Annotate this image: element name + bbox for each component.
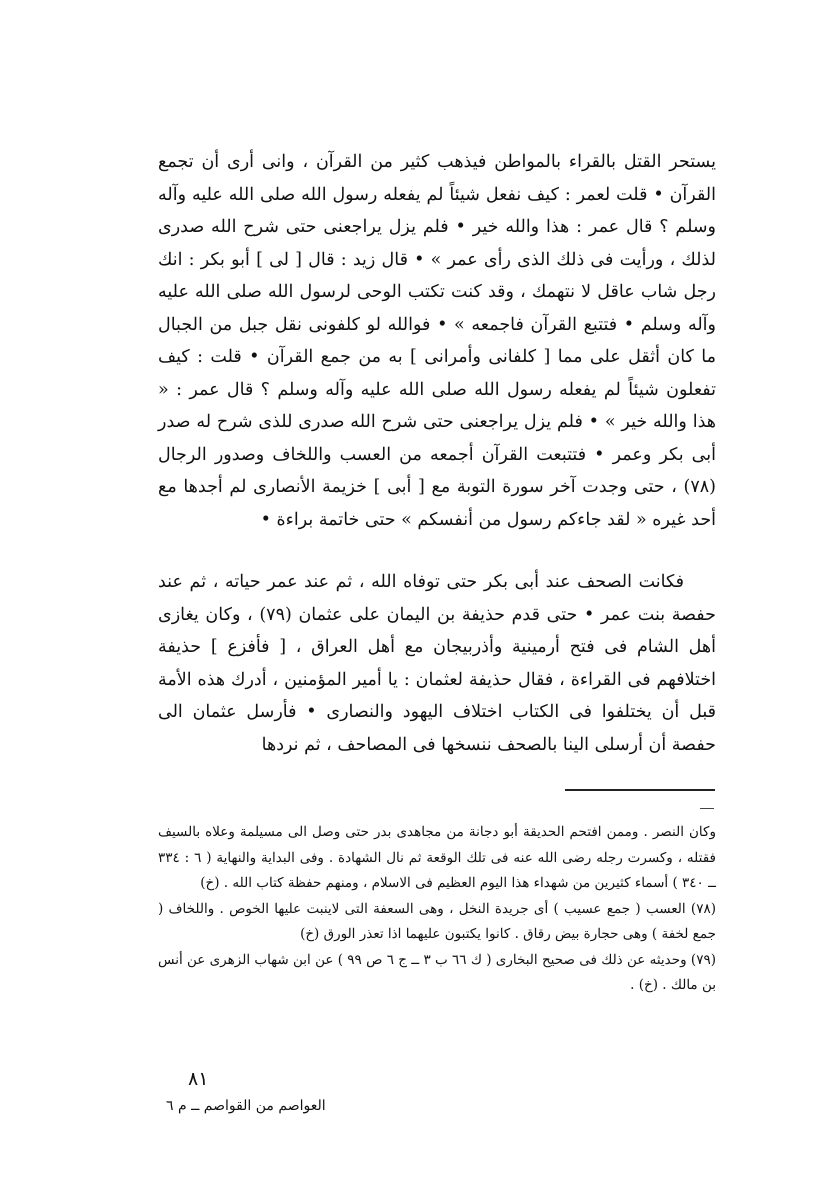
footnote-continuation: وكان النصر . وممن افتحم الحديقة أبو دجانة من مجاهدى بدر حتى وصل الى مسيلمة وعلاه بالسيف فقتله ، وكسرت رجله رضى الله عنه فى تلك الوقعة ثم نال الشهادة . وفى البداية والنهاية ( ٦ : ٣٣٤ ــ ٣٤٠ ) أسماء كثيرين من شهداء هذا اليوم العظيم فى الاسلام ، ومنهم حفظة كتاب الله . (خ)	[158, 824, 717, 891]
footnote-divider	[565, 789, 715, 791]
main-paragraph-2: فكانت الصحف عند أبى بكر حتى توفاه الله ، ثم عند عمر حياته ، ثم عند حفصة بنت عمر • حتى قدم حذيفة بن اليمان على عثمان (٧٩) ، وكان يغازى أهل الشام فى فتح أرمينية وأذربيجان مع أهل العراق ، [ فأفزع ] حذيفة اختلافهم فى القراءة ، فقال حذيفة لعثمان : يا أمير المؤمنين ، أدرك هذه الأمة قبل أن يختلفوا فى الكتاب اختلاف اليهود والنصارى • فأرسل عثمان الى حفصة أن أرسلى الينا بالصحف ننسخها فى المصاحف ، ثم نردها	[158, 572, 716, 755]
footnotes	[158, 820, 716, 999]
page-number: ٨١	[188, 1068, 209, 1090]
running-footer: العواصم من القواصم ــ م ٦	[166, 1098, 326, 1114]
footnote-78: (٧٨) العسب ( جمع عسيب ) أى جريدة النخل ، وهى السعفة التى لاينبت عليها الخوص . واللخاف ( جمع لخفة ) وهى حجارة بيض رقاق . كانوا يكتبون عليهما اذا تعذر الورق (خ)	[158, 900, 716, 942]
footnote-mark	[700, 808, 714, 809]
main-text	[158, 146, 716, 761]
main-paragraph-1: يستحر القتل بالقراء بالمواطن فيذهب كثير من القرآن ، وانى أرى أن تجمع القرآن • قلت لعمر : كيف نفعل شيئاً لم يفعله رسول الله صلى الله عليه وآله وسلم ؟ قال عمر : هذا والله خير • فلم يزل يراجعنى حتى شرح الله صدرى لذلك ، ورأيت فى ذلك الذى رأى عمر » • قال زيد : قال [ لى ] أبو بكر : انك رجل شاب عاقل لا نتهمك ، وقد كنت تكتب الوحى لرسول الله صلى الله عليه وآله وسلم • فتتبع القرآن فاجمعه » • فوالله لو كلفونى نقل جبل من الجبال ما كان أثقل على مما [ كلفانى وأمرانى ] به من جمع القرآن • قلت : كيف تفعلون شيئاً لم يفعله رسول الله صلى الله عليه وآله وسلم ؟ قال عمر : « هذا والله خير » • فلم يزل يراجعنى حتى شرح الله صدرى للذى شرح له صدر أبى بكر وعمر • فتتبعت القرآن أجمعه من العسب واللخاف وصدور الرجال (٧٨) ، حتى وجدت آخر سورة التوبة مع [ أبى ] خزيمة الأنصارى لم أجدها مع أحد غيره « لقد جاءكم رسول من أنفسكم » حتى خاتمة براءة •	[158, 152, 716, 530]
footnote-79: (٧٩) وحديثه عن ذلك فى صحيح البخارى ( ك ٦٦ ب ٣ ــ ج ٦ ص ٩٩ ) عن ابن شهاب الزهرى عن أنس بن مالك . (خ) .	[157, 951, 716, 993]
